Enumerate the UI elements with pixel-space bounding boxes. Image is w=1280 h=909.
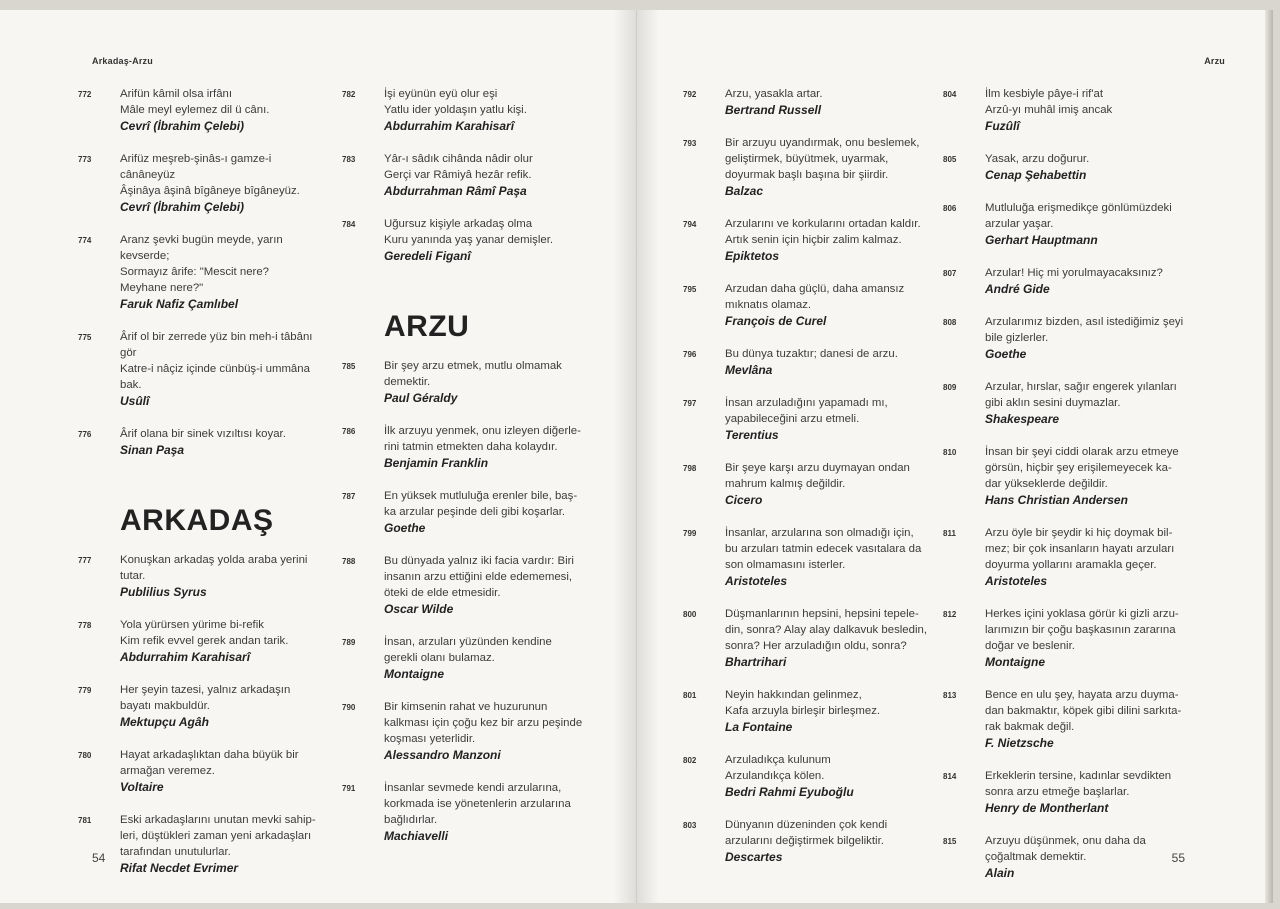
quote-entry xyxy=(683,281,933,329)
quote-line: Arzû-yı muhâl imiş ancak xyxy=(985,104,1113,116)
quote-entry xyxy=(683,525,933,589)
gutter-shadow xyxy=(637,10,659,903)
quote-number: 792 xyxy=(683,90,697,99)
quote-number: 795 xyxy=(683,285,697,294)
quote-number: 798 xyxy=(683,464,697,473)
quote-number: 805 xyxy=(943,155,957,164)
right-column-2 xyxy=(943,86,1193,898)
quote-line: sonra? Her arzuladığın oldu, sonra? xyxy=(725,640,907,652)
quote-number: 773 xyxy=(78,155,92,164)
quote-line: Mutluluğa erişmedikçe gönlümüzdeki xyxy=(985,202,1172,214)
quote-number: 780 xyxy=(78,751,92,760)
quote-line: Yatlu ider yoldaşın yatlu kişi. xyxy=(384,104,527,116)
running-head-right: Arzu xyxy=(1204,56,1225,66)
quote-author: Sinan Paşa xyxy=(120,443,185,457)
gutter-shadow xyxy=(614,10,636,903)
quote-number: 788 xyxy=(342,557,356,566)
quote-line: kalkması için çoğu kez bir arzu peşinde xyxy=(384,717,583,729)
quote-line: Mâle meyl eylemez dil ü cânı. xyxy=(120,104,270,116)
quote-number: 796 xyxy=(683,350,697,359)
quote-entry xyxy=(78,812,338,876)
quote-line: gibi aklın sesini duymazlar. xyxy=(985,397,1121,409)
quote-author: Abdurrahim Karahisarî xyxy=(120,650,251,664)
quote-author: Henry de Montherlant xyxy=(985,801,1109,815)
quote-number: 772 xyxy=(78,90,92,99)
quote-entry xyxy=(943,606,1193,670)
quote-line: doyurma yollarını aramakla geçer. xyxy=(985,559,1157,571)
quote-entry xyxy=(78,151,338,215)
quote-author: Geredeli Figanî xyxy=(384,249,471,263)
quote-line: insanın arzu ettiğini elde edememesi, xyxy=(384,571,573,583)
quote-line: Herkes içini yoklasa görür ki gizli arzu- xyxy=(985,608,1179,620)
quote-number: 808 xyxy=(943,318,957,327)
quote-author: Goethe xyxy=(985,347,1027,361)
quote-entry xyxy=(342,358,597,406)
quote-number: 775 xyxy=(78,333,92,342)
quote-author: Rifat Necdet Evrimer xyxy=(120,861,239,875)
quote-author: La Fontaine xyxy=(725,720,793,734)
quote-line: İnsan bir şeyi ciddi olarak arzu etmeye xyxy=(985,446,1179,458)
quote-author: Montaigne xyxy=(985,655,1045,669)
quote-author: Faruk Nafiz Çamlıbel xyxy=(120,297,239,311)
quote-line: cânâneyüz xyxy=(120,169,176,181)
quote-number: 797 xyxy=(683,399,697,408)
quote-line: son olmamasını isterler. xyxy=(725,559,846,571)
quote-line: mahrum kalmış değildir. xyxy=(725,478,846,490)
quote-entry xyxy=(683,216,933,264)
quote-number: 782 xyxy=(342,90,356,99)
quote-line: Bir arzuyu uyandırmak, onu beslemek, xyxy=(725,137,920,149)
quote-author: Epiktetos xyxy=(725,249,780,263)
quote-line: Hayat arkadaşlıktan daha büyük bir xyxy=(120,749,299,761)
quote-line: Bu dünyada yalnız iki facia vardır: Biri xyxy=(384,555,574,567)
quote-line: görsün, hiçbir şey erişilemeyecek ka- xyxy=(985,462,1172,474)
quote-number: 807 xyxy=(943,269,957,278)
quote-author: Benjamin Franklin xyxy=(384,456,489,470)
quote-line: Arzuyu düşünmek, onu daha da xyxy=(985,835,1146,847)
quote-number: 776 xyxy=(78,430,92,439)
quote-entry xyxy=(943,314,1193,362)
quote-line: Neyin hakkından gelinmez, xyxy=(725,689,862,701)
quote-line: gör xyxy=(120,347,137,359)
quote-line: mez; bir çok insanların hayatı arzuları xyxy=(985,543,1175,555)
quote-entry xyxy=(683,346,933,378)
quote-line: dan bakmaktır, köpek gibi dilini sarkıta- xyxy=(985,705,1182,717)
quote-entry xyxy=(683,687,933,735)
quote-entry xyxy=(683,460,933,508)
quote-author: Bhartrihari xyxy=(725,655,787,669)
quote-author: Aristoteles xyxy=(985,574,1048,588)
quote-line: Dünyanın düzeninden çok kendi xyxy=(725,819,888,831)
quote-line: Kafa arzuyla birleşir birleşmez. xyxy=(725,705,881,717)
quote-entry xyxy=(943,86,1193,134)
quote-number: 784 xyxy=(342,220,356,229)
quote-entry xyxy=(78,552,338,600)
quote-author: Shakespeare xyxy=(985,412,1060,426)
quote-line: Bir şey arzu etmek, mutlu olmamak xyxy=(384,360,562,372)
quote-line: gerekli olanı bulamaz. xyxy=(384,652,495,664)
quote-author: Cevrî (İbrahim Çelebi) xyxy=(120,119,245,133)
quote-entry xyxy=(78,86,338,134)
quote-author: Hans Christian Andersen xyxy=(985,493,1128,507)
quote-line: Arzudan daha güçlü, daha amansız xyxy=(725,283,905,295)
quote-line: Ârif olana bir sinek vızıltısı koyar. xyxy=(120,428,286,440)
quote-entry xyxy=(943,833,1193,881)
left-page xyxy=(0,10,637,903)
quote-line: rini tatmin etmekten daha kolaydır. xyxy=(384,441,558,453)
quote-entry xyxy=(342,699,597,763)
quote-line: İnsan, arzuları yüzünden kendine xyxy=(384,636,552,648)
quote-line: Arzulandıkça kölen. xyxy=(725,770,825,782)
quote-author: Cevrî (İbrahim Çelebi) xyxy=(120,200,245,214)
quote-line: koşması yeterlidir. xyxy=(384,733,476,745)
quote-number: 786 xyxy=(342,427,356,436)
quote-number: 800 xyxy=(683,610,697,619)
quote-number: 815 xyxy=(943,837,957,846)
quote-line: tutar. xyxy=(120,570,146,582)
quote-author: François de Curel xyxy=(725,314,827,328)
quote-line: Yâr-ı sâdık cihânda nâdir olur xyxy=(384,153,533,165)
quote-entry xyxy=(78,747,338,795)
quote-entry xyxy=(342,216,597,264)
quote-line: mıknatıs olamaz. xyxy=(725,299,812,311)
quote-author: F. Nietzsche xyxy=(985,736,1054,750)
quote-line: Arzularımız bizden, asıl istediğimiz şeyi xyxy=(985,316,1184,328)
quote-author: Cicero xyxy=(725,493,763,507)
quote-number: 781 xyxy=(78,816,92,825)
quote-entry xyxy=(943,265,1193,297)
quote-number: 803 xyxy=(683,821,697,830)
section-title: ARKADAŞ xyxy=(120,504,274,537)
quote-entry xyxy=(943,444,1193,508)
quote-line: bile gizlerler. xyxy=(985,332,1049,344)
quote-entry xyxy=(943,200,1193,248)
quote-line: armağan veremez. xyxy=(120,765,215,777)
quote-line: Yola yürürsen yürime bi-refik xyxy=(120,619,264,631)
quote-entry xyxy=(683,752,933,800)
quote-line: Bence en ulu şey, hayata arzu duyma- xyxy=(985,689,1179,701)
quote-number: 794 xyxy=(683,220,697,229)
quote-entry xyxy=(342,151,597,199)
quote-line: Arzuladıkça kulunum xyxy=(725,754,831,766)
quote-line: Ârif ol bir zerrede yüz bin meh-i tâbânı xyxy=(120,331,313,343)
quote-line: Arifüz meşreb-şinâs-ı gamze-i xyxy=(120,153,272,165)
left-column-2 xyxy=(342,86,597,861)
quote-author: Paul Géraldy xyxy=(384,391,458,405)
quote-number: 802 xyxy=(683,756,697,765)
quote-line: Âşinâya âşinâ bîgâneye bîgâneyüz. xyxy=(120,185,300,197)
quote-author: Descartes xyxy=(725,850,783,864)
quote-author: Terentius xyxy=(725,428,779,442)
quote-author: Cenap Şehabettin xyxy=(985,168,1087,182)
quote-entry xyxy=(943,768,1193,816)
quote-line: Bu dünya tuzaktır; danesi de arzu. xyxy=(725,348,898,360)
quote-author: Abdurrahman Râmî Paşa xyxy=(384,184,527,198)
quote-author: Bertrand Russell xyxy=(725,103,822,117)
quote-author: André Gide xyxy=(985,282,1050,296)
quote-line: Arzular, hırslar, sağır engerek yılanları xyxy=(985,381,1177,393)
quote-author: Balzac xyxy=(725,184,764,198)
quote-number: 777 xyxy=(78,556,92,565)
quote-line: öteki de elde etmesidir. xyxy=(384,587,501,599)
quote-number: 809 xyxy=(943,383,957,392)
quote-number: 778 xyxy=(78,621,92,630)
quote-line: kevserde; xyxy=(120,250,170,262)
section-title: ARZU xyxy=(384,310,470,343)
quote-line: larımızın bir çoğu başkasının zararına xyxy=(985,624,1176,636)
quote-entry xyxy=(943,151,1193,183)
quote-number: 789 xyxy=(342,638,356,647)
quote-line: İlm kesbiyle pâye-i rif'at xyxy=(985,88,1104,100)
quote-entry xyxy=(78,426,338,458)
quote-author: Aristoteles xyxy=(725,574,788,588)
quote-number: 804 xyxy=(943,90,957,99)
quote-line: bağlıdırlar. xyxy=(384,814,438,826)
quote-author: Usûlî xyxy=(120,394,150,408)
quote-line: Meyhane nere?" xyxy=(120,282,204,294)
quote-line: İnsanlar sevmede kendi arzularına, xyxy=(384,782,562,794)
quote-author: Voltaire xyxy=(120,780,164,794)
quote-line: doyurmak başlı başına bir şiirdir. xyxy=(725,169,889,181)
quote-line: bu arzuları tatmin edecek vasıtalara da xyxy=(725,543,922,555)
quote-number: 783 xyxy=(342,155,356,164)
left-column-1 xyxy=(78,86,338,893)
quote-number: 793 xyxy=(683,139,697,148)
quote-line: İşi eyünün eyü olur eşi xyxy=(384,88,498,100)
quote-entry xyxy=(943,525,1193,589)
quote-number: 787 xyxy=(342,492,356,501)
quote-number: 810 xyxy=(943,448,957,457)
quote-number: 806 xyxy=(943,204,957,213)
quote-line: arzular yaşar. xyxy=(985,218,1054,230)
quote-author: Fuzûlî xyxy=(985,119,1020,133)
quote-number: 790 xyxy=(342,703,356,712)
quote-line: Kim refik evvel gerek andan tarik. xyxy=(120,635,289,647)
quote-number: 779 xyxy=(78,686,92,695)
quote-line: Her şeyin tazesi, yalnız arkadaşın xyxy=(120,684,291,696)
page-number-left: 54 xyxy=(92,851,106,865)
quote-line: bak. xyxy=(120,379,142,391)
quote-entry xyxy=(342,634,597,682)
quote-entry xyxy=(943,687,1193,751)
quote-line: Yasak, arzu doğurur. xyxy=(985,153,1090,165)
quote-line: En yüksek mutluluğa erenler bile, baş- xyxy=(384,490,578,502)
quote-line: Aranz şevki bugün meyde, yarın xyxy=(120,234,283,246)
quote-line: Sormayız ârife: "Mescit nere? xyxy=(120,266,270,278)
quote-line: korkmada ise yönetenlerin arzularına xyxy=(384,798,571,810)
quote-line: Arifün kâmil olsa irfânı xyxy=(120,88,233,100)
quote-line: ka arzular peşinde deli gibi koşarlar. xyxy=(384,506,566,518)
quote-line: geliştirmek, büyütmek, uyarmak, xyxy=(725,153,889,165)
quote-number: 814 xyxy=(943,772,957,781)
quote-author: Montaigne xyxy=(384,667,444,681)
running-head-left: Arkadaş-Arzu xyxy=(92,56,153,66)
quote-line: Erkeklerin tersine, kadınlar sevdikten xyxy=(985,770,1172,782)
quote-author: Machiavelli xyxy=(384,829,449,843)
quote-line: Uğursuz kişiyle arkadaş olma xyxy=(384,218,533,230)
quote-line: doğar ve beslenir. xyxy=(985,640,1075,652)
quote-line: demektir. xyxy=(384,376,431,388)
quote-line: sonra arzu etmeğe başlarlar. xyxy=(985,786,1130,798)
quote-entry xyxy=(78,329,338,409)
quote-line: çoğaltmak demektir. xyxy=(985,851,1087,863)
quote-author: Mektupçu Agâh xyxy=(120,715,209,729)
quote-line: Bir şeye karşı arzu duymayan ondan xyxy=(725,462,910,474)
quote-entry xyxy=(78,682,338,730)
quote-number: 812 xyxy=(943,610,957,619)
quote-author: Alessandro Manzoni xyxy=(384,748,501,762)
quote-author: Bedri Rahmi Eyuboğlu xyxy=(725,785,854,799)
quote-line: leri, düştükleri zaman yeni arkadaşları xyxy=(120,830,312,842)
quote-author: Oscar Wilde xyxy=(384,602,454,616)
quote-author: Gerhart Hauptmann xyxy=(985,233,1098,247)
quote-line: Kuru yanında yaş yanar demişler. xyxy=(384,234,554,246)
quote-entry xyxy=(683,86,933,118)
quote-line: yapabileceğini arzu etmeli. xyxy=(725,413,860,425)
quote-line: Eski arkadaşlarını unutan mevki sahip- xyxy=(120,814,316,826)
quote-entry xyxy=(342,86,597,134)
quote-entry xyxy=(683,135,933,199)
quote-line: İnsan arzuladığını yapamadı mı, xyxy=(725,397,888,409)
quote-entry xyxy=(342,488,597,536)
quote-line: Konuşkan arkadaş yolda araba yerini xyxy=(120,554,308,566)
quote-line: Arzularını ve korkularını ortadan kaldır. xyxy=(725,218,921,230)
quote-entry xyxy=(683,606,933,670)
quote-number: 799 xyxy=(683,529,697,538)
quote-number: 811 xyxy=(943,529,956,538)
quote-number: 813 xyxy=(943,691,957,700)
page-edge xyxy=(1265,10,1273,903)
quote-line: Arzu, yasakla artar. xyxy=(725,88,823,100)
quote-line: Katre-i nâçiz içinde cünbüş-i ummâna xyxy=(120,363,310,375)
page-number-right: 55 xyxy=(1171,851,1185,865)
quote-line: Bir kimsenin rahat ve huzurunun xyxy=(384,701,548,713)
right-page xyxy=(637,10,1273,903)
quote-line: Artık senin için hiçbir zalim kalmaz. xyxy=(725,234,902,246)
quote-entry xyxy=(342,553,597,617)
quote-line: rak bakmak değil. xyxy=(985,721,1075,733)
quote-author: Abdurrahim Karahisarî xyxy=(384,119,515,133)
quote-line: Düşmanlarının hepsini, hepsini tepele- xyxy=(725,608,919,620)
quote-line: tarafından unutulurlar. xyxy=(120,846,231,858)
right-column-1 xyxy=(683,86,933,882)
quote-entry xyxy=(943,379,1193,427)
quote-number: 785 xyxy=(342,362,356,371)
quote-number: 791 xyxy=(342,784,356,793)
quote-entry xyxy=(342,780,597,844)
quote-author: Publilius Syrus xyxy=(120,585,207,599)
quote-author: Mevlâna xyxy=(725,363,773,377)
quote-line: Arzu öyle bir şeydir ki hiç doymak bil- xyxy=(985,527,1173,539)
quote-number: 774 xyxy=(78,236,92,245)
quote-entry xyxy=(683,817,933,865)
quote-entry xyxy=(342,423,597,471)
quote-number: 801 xyxy=(683,691,697,700)
quote-entry xyxy=(78,617,338,665)
quote-line: dar yükseklerde değildir. xyxy=(985,478,1108,490)
quote-line: İlk arzuyu yenmek, onu izleyen diğerle- xyxy=(384,425,581,437)
quote-line: İnsanlar, arzularına son olmadığı için, xyxy=(725,527,914,539)
quote-line: bayatı makbuldür. xyxy=(120,700,210,712)
quote-line: din, sonra? Alay alay dalkavuk besledin, xyxy=(725,624,927,636)
quote-line: Arzular! Hiç mi yorulmayacaksınız? xyxy=(985,267,1163,279)
quote-author: Alain xyxy=(985,866,1015,880)
quote-entry xyxy=(78,232,338,312)
quote-line: Gerçi var Râmiyâ hezâr refik. xyxy=(384,169,532,181)
quote-entry xyxy=(683,395,933,443)
quote-author: Goethe xyxy=(384,521,426,535)
quote-line: arzularını değiştirmek bilgeliktir. xyxy=(725,835,884,847)
